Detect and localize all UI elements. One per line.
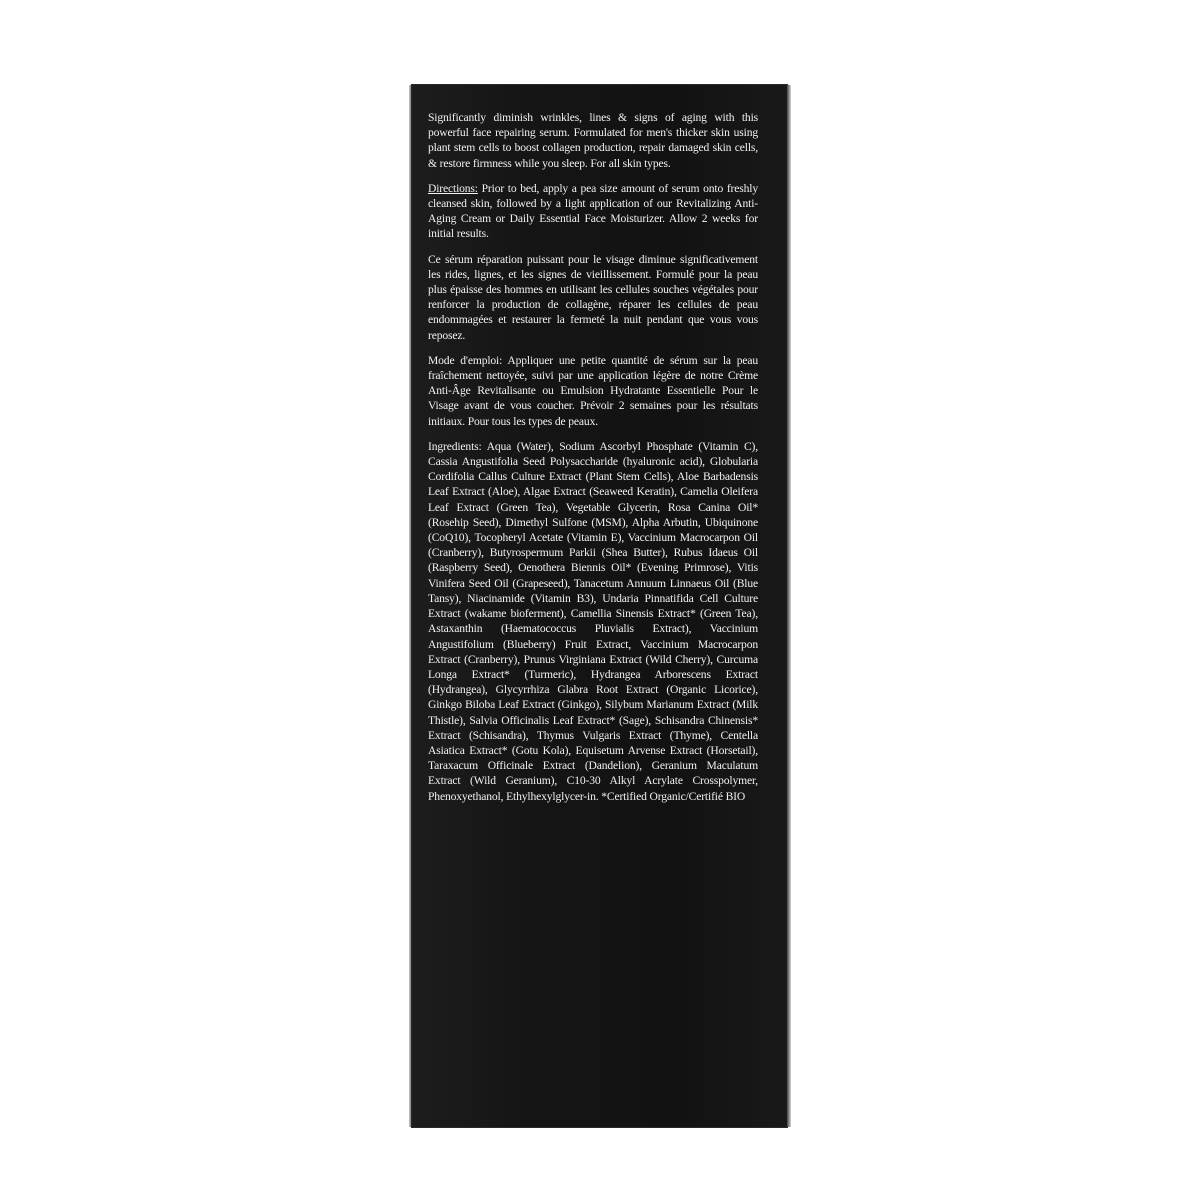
description-en: Significantly diminish wrinkles, lines & signs of aging with this powerful face repairing serum. Formulated for men's thicker skin using plant stem cells to boost collagen production, repair damaged skin cells, & restore firmness while you sleep. For all skin types. bbox=[428, 111, 758, 170]
box-right-edge bbox=[787, 85, 791, 1127]
directions-fr: Mode d'emploi: Appliquer une petite quantité de sérum sur la peau fraîchement nettoyée, suivi par une application légère de notre Crème Anti-Âge Revitalisante ou Emulsion Hydratante Essentielle Pour le Visage avant de vous coucher. Prévoir 2 semaines pour les résultats initiaux. Pour tous les types de peaux. bbox=[428, 353, 758, 428]
directions-text: Prior to bed, apply a pea size amount of serum onto freshly cleansed skin, followed by a light application of our Revitalizing Anti-Aging Cream or Daily Essential Face Moisturizer. Allow 2 weeks for initial results. bbox=[428, 181, 758, 241]
directions-label: Directions: bbox=[428, 181, 478, 195]
directions-en bbox=[428, 181, 758, 242]
box-text-panel bbox=[428, 110, 758, 814]
ingredients-list: Ingredients: Aqua (Water), Sodium Ascorbyl Phosphate (Vitamin C), Cassia Angustifolia Seed Polysaccharide (hyaluronic acid), Globularia Cordifolia Callus Culture Extract (Plant Stem Cells), Aloe Barbadensis Leaf Extract (Aloe), Algae Extract (Seaweed Keratin), Camelia Oleifera Leaf Extract (Green Tea), Vegetable Glycerin, Rosa Canina Oil* (Rosehip Seed), Dimethyl Sulfone (MSM), Alpha Arbutin, Ubiquinone (CoQ10), Tocopheryl Acetate (Vitamin E), Vaccinium Macrocarpon Oil (Cranberry), Butyrospermum Parkii (Shea Butter), Rubus Idaeus Oil (Raspberry Seed), Oenothera Biennis Oil* (Evening Primrose), Vitis Vinifera Seed Oil (Grapeseed), Tanacetum Annuum Linnaeus Oil (Blue Tansy), Niacinamide (Vitamin B3), Undaria Pinnatifida Cell Culture Extract (wakame bioferment), Camellia Sinensis Extract* (Green Tea), Astaxanthin (Haematococcus Pluvialis Extract), Vaccinium Angustifolium (Blueberry) Fruit Extract, Vaccinium Macrocarpon Extract (Cranberry), Prunus Virginiana Extract (Wild Cherry), Curcuma Longa Extract* (Turmeric), Hydrangea Arborescens Extract (Hydrangea), Glycyrrhiza Glabra Root Extract (Organic Licorice), Ginkgo Biloba Leaf Extract (Ginkgo), Silybum Marianum Extract (Milk Thistle), Salvia Officinalis Leaf Extract* (Sage), Schisandra Chinensis* Extract (Schisandra), Thymus Vulgaris Extract (Thyme), Centella Asiatica Extract* (Gotu Kola), Equisetum Arvense Extract (Horsetail), Taraxacum Officinale Extract (Dandelion), Geranium Maculatum Extract (Wild Geranium), C10-30 Alkyl Acrylate Crosspolymer, Phenoxyethanol, Ethylhexylglycer-in. *Certified Organic/Certifié BIO bbox=[428, 439, 758, 803]
description-fr: Ce sérum réparation puissant pour le visage diminue significativement les rides, lignes, et les signes de vieillissement. Formulé pour la peau plus épaisse des hommes en utilisant les cellules souches végétales pour renforcer la production de collagène, réparer les cellules de peau endommagées et restaurer la fermeté la nuit pendant que vous vous reposez. bbox=[428, 252, 758, 342]
